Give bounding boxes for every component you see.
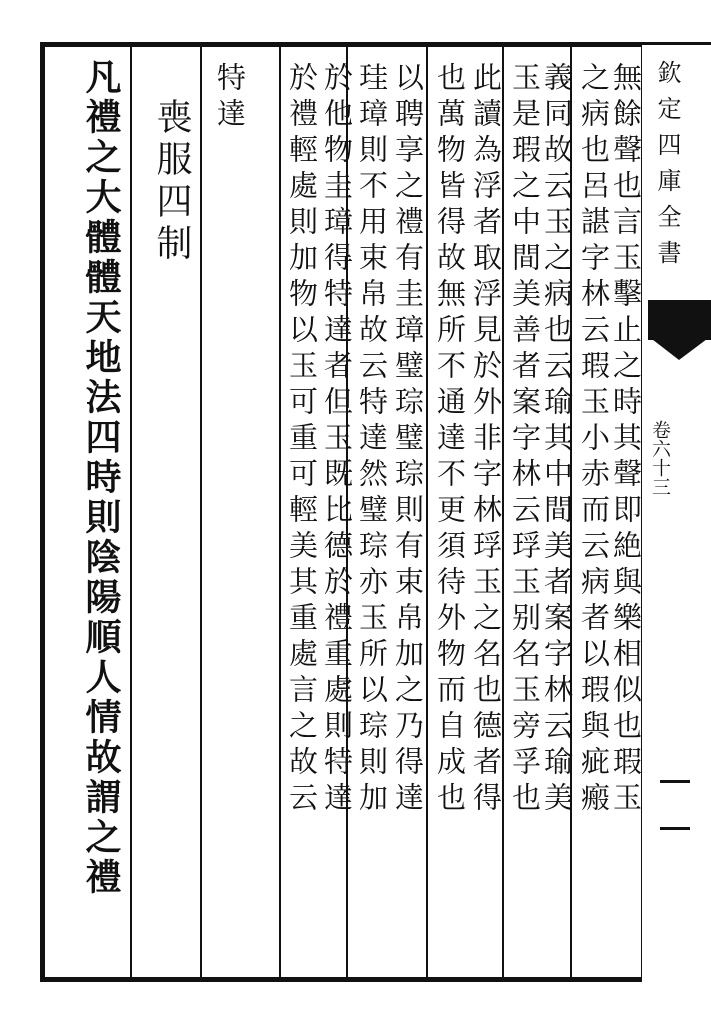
fishtail-mark [648, 300, 711, 340]
text-column-9: 於他物圭璋得特達者但玉既比德於禮重處則特達 [320, 62, 354, 818]
text-column-8: 珪璋則不用束帛故云特達然璧琮亦玉所以琮則加 [355, 62, 389, 818]
main-text-column: 凡禮之大體體天地法四時則陰陽順人情故謂之禮 [80, 58, 122, 898]
text-column-2: 之病也呂諶字林云瑕玉小赤而云病者以瑕與疵瘢 [577, 62, 611, 818]
juan-number: 卷六十三 [649, 420, 671, 496]
text-column-1: 無餘聲也言玉擊止之時其聲即絶與樂相似也瑕玉 [609, 62, 643, 818]
column-rule [130, 47, 132, 977]
text-column-3: 義同故云玉之病也云瑜其中間美者案字林云瑜美 [540, 62, 574, 818]
text-column-10: 於禮輕處則加物以玉可重可輕美其重處言之故云 [285, 62, 319, 818]
text-column-5: 此讀為浮者取浮見於外非字林琈玉之名也德者得 [469, 62, 503, 818]
text-column-11: 特達 [213, 62, 247, 134]
text-column-4: 玉是瑕之中間美善者案字林云琈玉别名玉旁孚也 [508, 62, 542, 818]
column-rule [279, 47, 281, 977]
column-rule [200, 47, 202, 977]
text-column-6: 也萬物皆得故無所不通達不更須待外物而自成也 [433, 62, 467, 818]
book-title: 欽定四庫全書 [653, 60, 681, 276]
page-mark [660, 780, 690, 830]
text-column-7: 以聘享之禮有圭璋璧琮璧琮則有束帛加之乃得達 [391, 62, 425, 818]
section-title: 喪服四制 [151, 98, 192, 266]
fishtail-mark-point [648, 336, 711, 360]
